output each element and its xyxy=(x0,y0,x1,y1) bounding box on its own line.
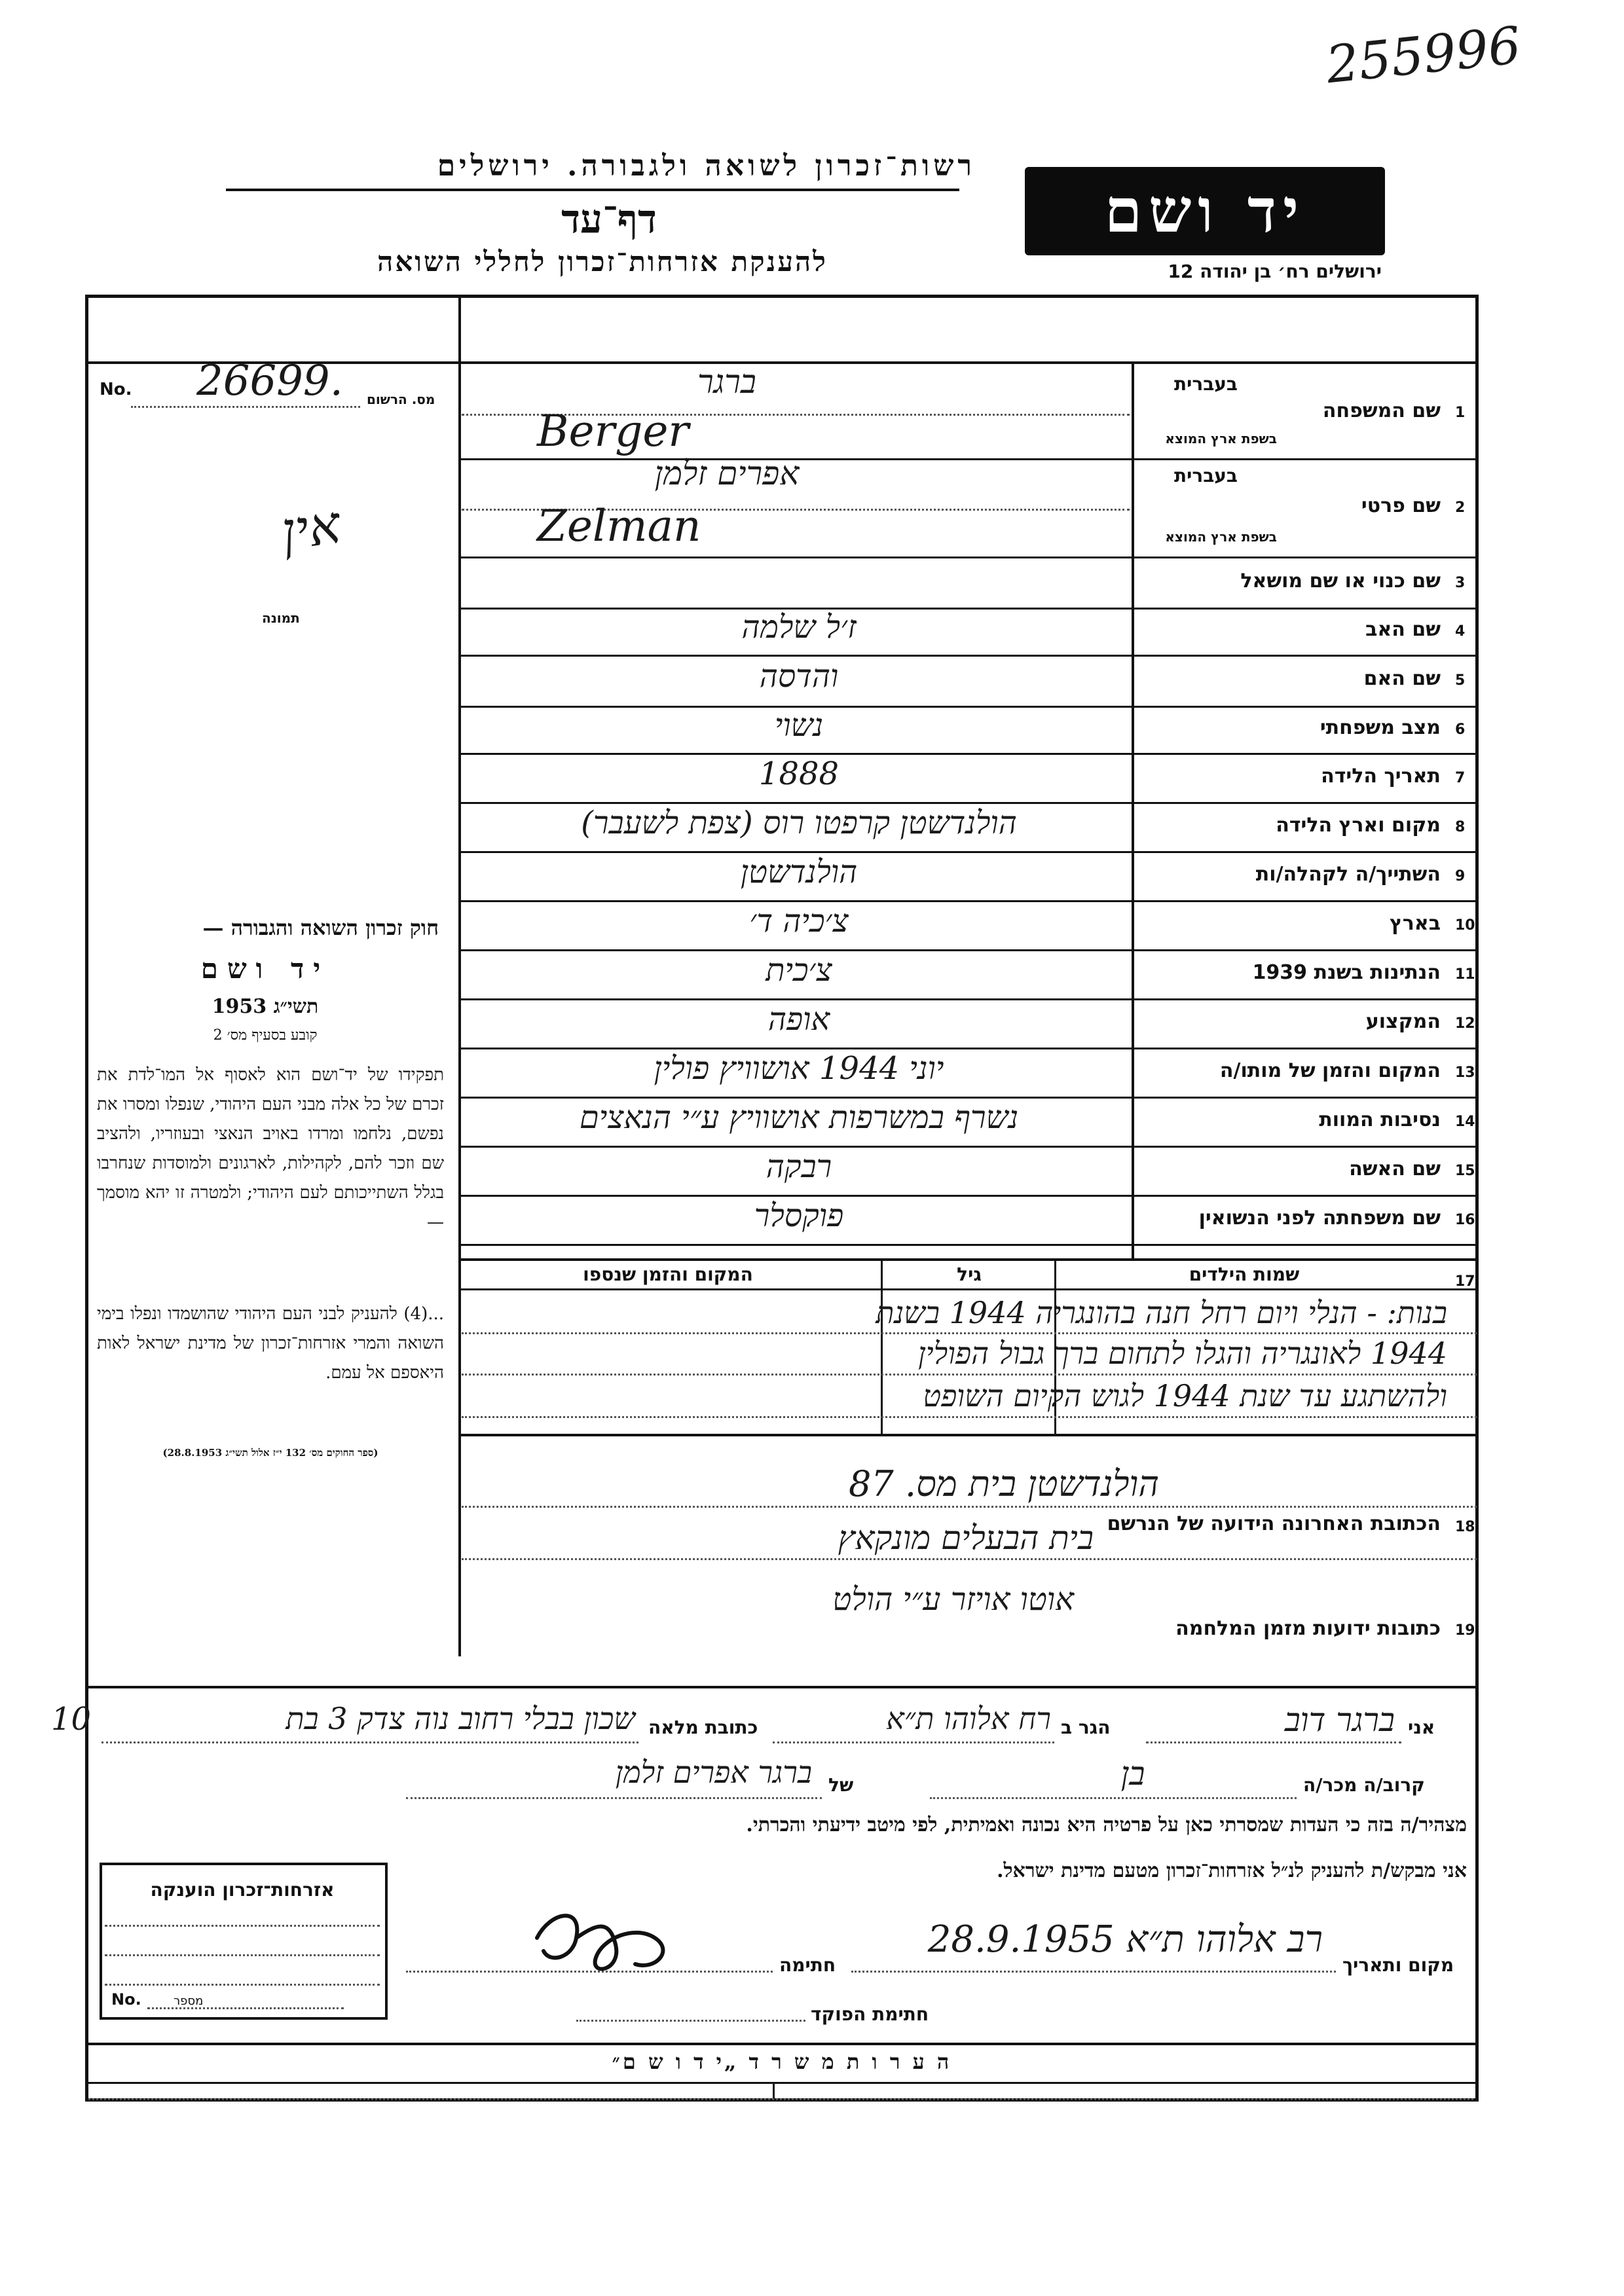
field-9-value: הולנדשטן xyxy=(740,853,858,890)
field-3-number: 3 xyxy=(1455,575,1466,591)
decl-ani-label: אני xyxy=(1408,1717,1435,1738)
field-17-number: 17 xyxy=(1455,1273,1475,1290)
field-13-value: יוני 1944 אושוויץ פולין xyxy=(654,1049,944,1087)
field-10-label: בארץ xyxy=(1389,911,1441,935)
decl-address-label: כתובת מלאה xyxy=(648,1717,758,1738)
law-paragraph-2: ...(4) להעניק לבני העם היהודי שהושמדו ונפלו בימי השואה והמרי אזרחות־זכרון של מדינת ישראל לאות היאספם אל עמם. xyxy=(97,1304,444,1383)
field-8-label: מקום וארץ הלידה xyxy=(1276,813,1441,837)
field-2-value-hebrew: אפרים זלמן xyxy=(654,454,800,492)
decl-address-value: שכון בבלי רחוב נוה צדק 3 בת xyxy=(286,1701,635,1736)
field-1-sub-hebrew: בעברית xyxy=(1173,373,1238,395)
margin-number: 10 xyxy=(51,1701,92,1738)
field-7-value: 1888 xyxy=(758,755,840,792)
field-1-sub-origin: בשפת ארץ המוצא xyxy=(1165,431,1277,446)
field-9-label: השתייך/ה לקהלה/ות xyxy=(1255,862,1441,886)
reg-number: 26699. xyxy=(196,357,343,405)
field-4-label: שם האב xyxy=(1365,618,1441,641)
field-7-label: תאריך הלידה xyxy=(1321,764,1441,788)
field-3-label: שם כנוי או שם מושאל xyxy=(1240,570,1441,592)
field-8-value: הולנדשטן קרפטו רוס (צפת לשעבר) xyxy=(581,804,1017,841)
decl-ani-value: ברגר דוב xyxy=(1284,1701,1395,1739)
citizenship-box-number-label: מספר xyxy=(174,1994,204,2008)
field-10-number: 10 xyxy=(1455,917,1475,934)
field-11-number: 11 xyxy=(1455,966,1475,983)
yad-vashem-logo xyxy=(1025,167,1385,255)
field-19-value: אוטו אויזר ע״י הולט xyxy=(832,1581,1074,1618)
field-18-label: הכתובת האחרונה הידועה של הנרשם xyxy=(1107,1512,1441,1535)
decl-place-date-value: רב אלוהו ת״א 28.9.1955 xyxy=(927,1918,1323,1961)
decl-relation-label: קרוב/ה מכר/ה xyxy=(1303,1774,1425,1796)
field-6-number: 6 xyxy=(1455,721,1466,738)
field-14-number: 14 xyxy=(1455,1113,1475,1130)
children-col-names: שמות הילדים xyxy=(1189,1264,1300,1285)
field-14-label: נסיבות המוות xyxy=(1319,1108,1441,1131)
children-col-place: המקום והזמן שנספו xyxy=(583,1264,753,1285)
archive-number: 255996 xyxy=(1323,16,1524,96)
field-2-value-latin: Zelman xyxy=(537,501,701,551)
field-12-label: המקצוע xyxy=(1365,1010,1441,1033)
field-2-label: שם פרטי xyxy=(1361,494,1441,517)
logo-text: יד ושם xyxy=(1104,175,1306,246)
field-16-label: שם משפחתה לפני הנשואין xyxy=(1198,1206,1441,1230)
field-10-value: צ׳כיה ד׳ xyxy=(749,902,849,939)
field-18-value-1: הולנדשטן בית מס. 87 xyxy=(849,1463,1159,1504)
field-19-number: 19 xyxy=(1455,1622,1475,1639)
field-2-number: 2 xyxy=(1455,500,1466,516)
field-18-number: 18 xyxy=(1455,1519,1475,1535)
photo-handwritten: אין xyxy=(277,494,344,562)
law-heading: חוק זכרון השואה והגבורה — xyxy=(202,915,439,940)
decl-of-value: ברגר אפרים זלמן xyxy=(615,1755,812,1790)
reg-label: מס. הרשום xyxy=(367,392,435,407)
field-16-number: 16 xyxy=(1455,1211,1475,1228)
field-9-number: 9 xyxy=(1455,867,1466,884)
field-15-number: 15 xyxy=(1455,1162,1475,1179)
photo-label: תמונה xyxy=(262,610,300,626)
field-2-sub-hebrew: בעברית xyxy=(1173,465,1238,486)
children-row-3: ולהשתגע עד שנת 1944 לגוש הקיום השופט xyxy=(923,1378,1447,1413)
field-18-value-2: בית הבעלים מונקאץ xyxy=(838,1519,1094,1557)
field-12-value: אופה xyxy=(767,1000,830,1038)
decl-place-date-label: מקום ותאריך xyxy=(1342,1954,1454,1976)
field-5-value: והדסה xyxy=(759,658,839,695)
field-4-value: ז׳ל שלמה xyxy=(741,609,857,646)
field-6-value: נשוי xyxy=(774,707,824,744)
children-row-2: 1944 לאונגריה והגלו לתחום ברך גבול הפולין xyxy=(917,1336,1447,1371)
field-14-value: נשרף במשרפות אושוויץ ע״י הנאצים xyxy=(579,1099,1019,1136)
law-paragraph-1: תפקידו של יד־ושם הוא לאסוף אל המו־לדת את זכרם של כל אלה מבני העם היהודי, שנפלו ומסרו את נפשם, נלחמו ומרדו באויב הנאצי ובעוזריו, ולהציב שם וזכר להם, לקהילות, לארגונים ולמוסדות שנחרבו בגלל השתייכותם לעם היהודי; ולמטרה זו יהא מוסמך — xyxy=(97,1065,444,1232)
field-7-number: 7 xyxy=(1455,769,1466,786)
field-1-value-latin: Berger xyxy=(537,406,689,456)
field-5-number: 5 xyxy=(1455,672,1466,689)
law-reference: (ספר החוקים מס׳ 132 י״ז אלול תשי״ג 28.8.1953) xyxy=(162,1447,378,1459)
decl-request: אני מבקש/ת להעניק לנ״ל אזרחות־זכרון מטעם מדינת ישראל. xyxy=(997,1859,1467,1882)
field-4-number: 4 xyxy=(1455,623,1466,640)
field-2-sub-origin: בשפת ארץ המוצא xyxy=(1165,529,1277,545)
field-13-label: המקום והזמן של מותו/ה xyxy=(1219,1059,1441,1082)
field-15-value: רבקה xyxy=(766,1148,832,1185)
children-col-age: גיל xyxy=(957,1264,982,1285)
field-1-value-hebrew: ברגר xyxy=(697,363,756,401)
field-5-label: שם האם xyxy=(1363,667,1441,690)
field-8-number: 8 xyxy=(1455,818,1466,835)
logo-address: ירושלים רח׳ בן יהודה 12 xyxy=(1168,261,1382,282)
children-row-1: בנות: - הנלי ויום רחל חנה בהונגריה 1944 בשנת xyxy=(876,1295,1447,1330)
law-year: תשי״ג 1953 xyxy=(212,995,319,1018)
citizenship-box-title: אזרחות־זכרון הוענקה xyxy=(150,1879,335,1901)
field-11-label: הנתינות בשנת 1939 xyxy=(1252,960,1441,984)
authority-underline xyxy=(226,189,959,191)
reg-no-prefix: No. xyxy=(100,380,132,399)
law-clause: קובע בסעיף מס׳ 2 xyxy=(213,1027,318,1044)
handwritten-signature xyxy=(524,1899,694,1990)
officer-signature-label: חתימת הפוקד xyxy=(811,2003,929,2025)
authority-heading: רשות־זכרון לשואה ולגבורה. ירושלים xyxy=(437,149,976,183)
field-1-label: שם המשפחה xyxy=(1322,399,1441,422)
field-12-number: 12 xyxy=(1455,1015,1475,1032)
law-name: יד ושם xyxy=(200,953,330,985)
decl-gar-value: רח אלוהו ת״א xyxy=(886,1701,1051,1736)
form-subtitle: להענקת אזרחות־זכרון לחללי השואה xyxy=(377,246,828,278)
decl-statement: מצהיר/ה בזה כי העדות שמסרתי כאן על פרטיה היא נכונה ואמיתית, לפי מיטב ידיעתי והכרתי. xyxy=(746,1813,1467,1836)
decl-relation-value: בן xyxy=(1120,1755,1145,1793)
field-13-number: 13 xyxy=(1455,1064,1475,1081)
citizenship-box-no: No. xyxy=(111,1990,141,2009)
field-1-number: 1 xyxy=(1455,405,1466,421)
field-6-label: מצב משפחתי xyxy=(1320,716,1441,739)
field-16-value: פוקסלר xyxy=(754,1197,844,1234)
field-15-label: שם האשה xyxy=(1349,1157,1441,1180)
form-title: דף־עד xyxy=(561,196,657,242)
decl-of-label: של xyxy=(828,1774,854,1796)
field-19-label: כתובות ידועות מזמן המלחמה xyxy=(1175,1617,1441,1640)
field-11-value: צ׳כית xyxy=(766,951,832,989)
notes-title: ה ע ר ו ת מ ש ר ד „י ד ו ש ם״ xyxy=(612,2049,952,2074)
decl-signature-label: חתימה xyxy=(779,1954,836,1976)
decl-gar-label: הגר ב xyxy=(1061,1717,1111,1738)
